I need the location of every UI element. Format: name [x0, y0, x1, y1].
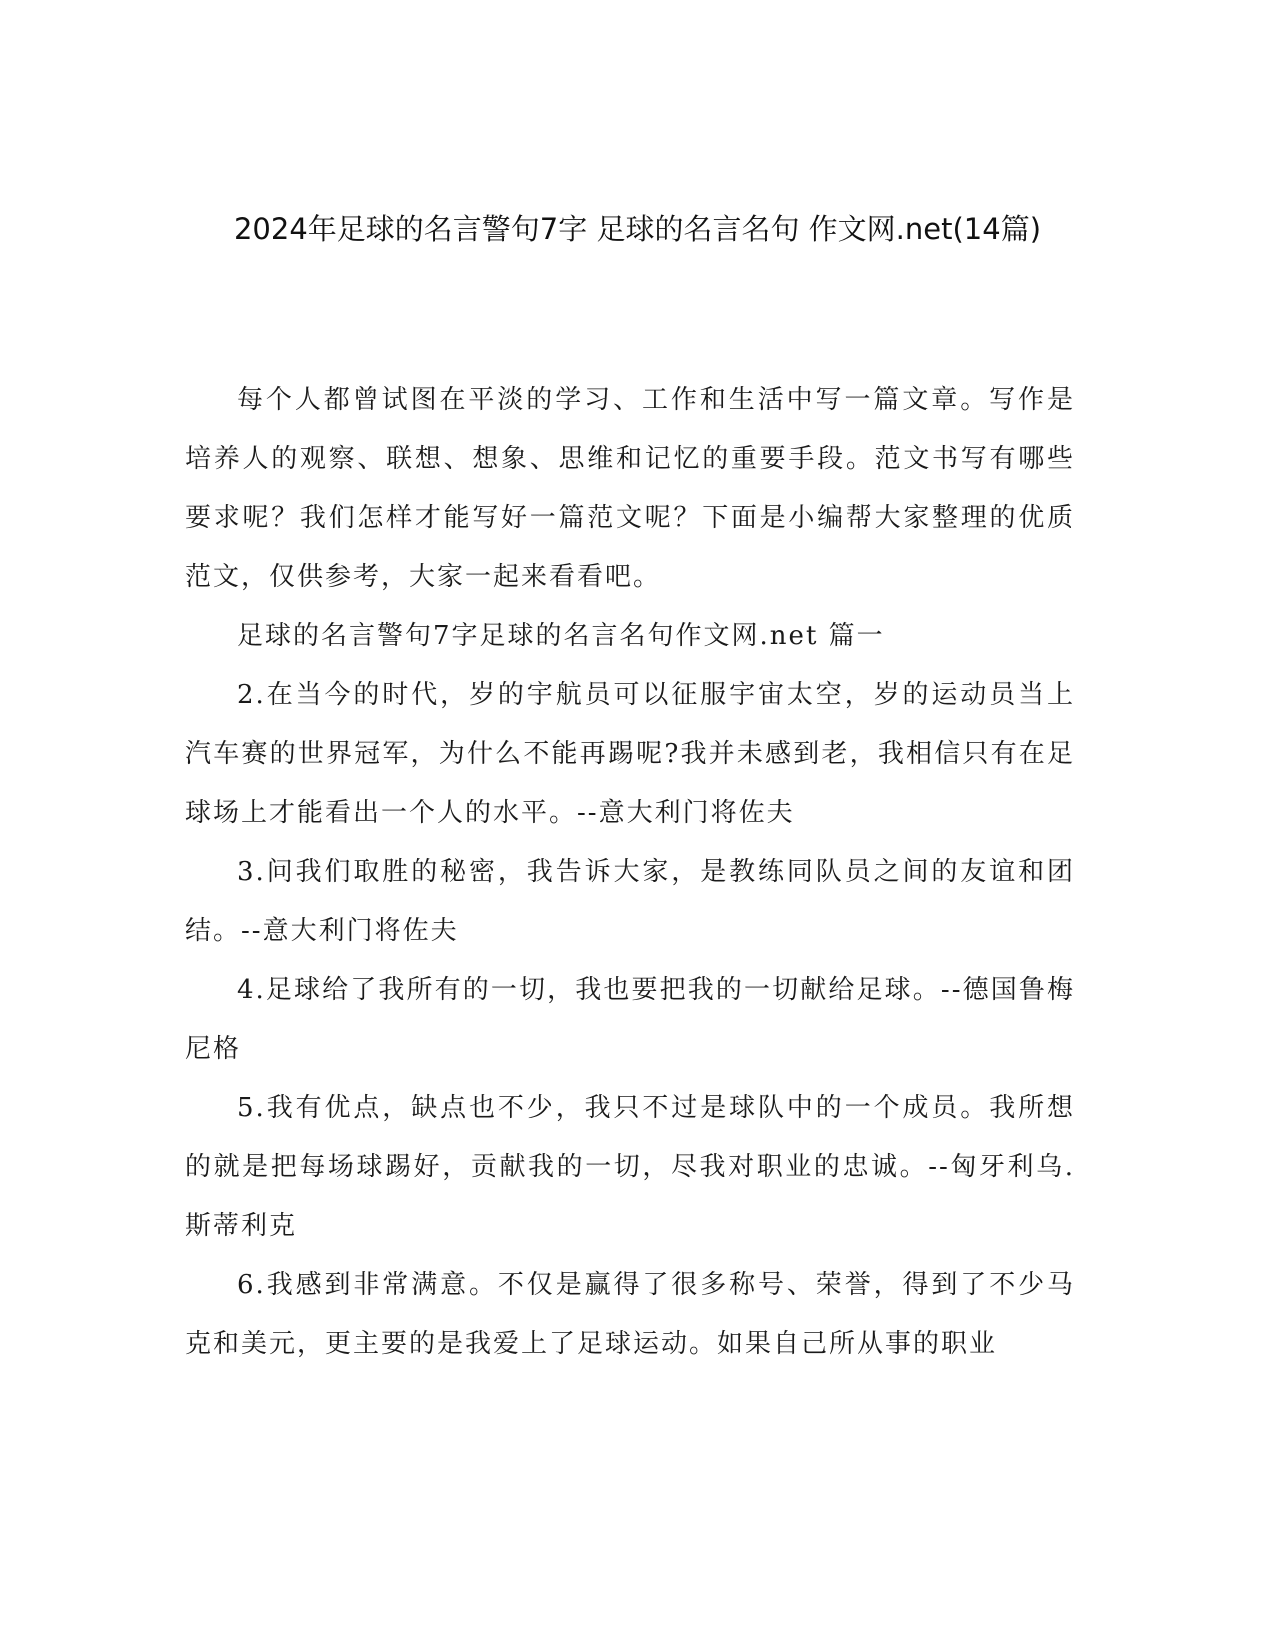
quote-paragraph-4: 4.足球给了我所有的一切，我也要把我的一切献给足球。--德国鲁梅尼格 — [185, 975, 1075, 1064]
quote-paragraph-2: 2.在当今的时代，岁的宇航员可以征服宇宙太空，岁的运动员当上汽车赛的世界冠军，为什么不能再踢呢?我并未感到老，我相信只有在足球场上才能看出一个人的水平。--意大利门将佐夫 — [185, 680, 1075, 828]
quote-paragraph-5: 5.我有优点，缺点也不少，我只不过是球队中的一个成员。我所想的就是把每场球踢好，贡献我的一切，尽我对职业的忠诚。--匈牙利乌.斯蒂利克 — [185, 1093, 1075, 1241]
quote-paragraph-3: 3.问我们取胜的秘密，我告诉大家，是教练同队员之间的友谊和团结。--意大利门将佐夫 — [185, 857, 1075, 946]
quote-paragraph-6: 6.我感到非常满意。不仅是赢得了很多称号、荣誉，得到了不少马克和美元，更主要的是我爱上了足球运动。如果自己所从事的职业 — [185, 1270, 1075, 1359]
section-heading: 足球的名言警句7字足球的名言名句作文网.net 篇一 — [237, 621, 885, 651]
intro-paragraph: 每个人都曾试图在平淡的学习、工作和生活中写一篇文章。写作是培养人的观察、联想、想象、思维和记忆的重要手段。范文书写有哪些要求呢？我们怎样才能写好一篇范文呢？下面是小编帮大家整理的优质范文，仅供参考，大家一起来看看吧。 — [185, 385, 1075, 592]
document-title: 2024年足球的名言警句7字 足球的名言名句 作文网.net(14篇) — [233, 212, 1042, 246]
document-body — [185, 371, 1075, 1374]
